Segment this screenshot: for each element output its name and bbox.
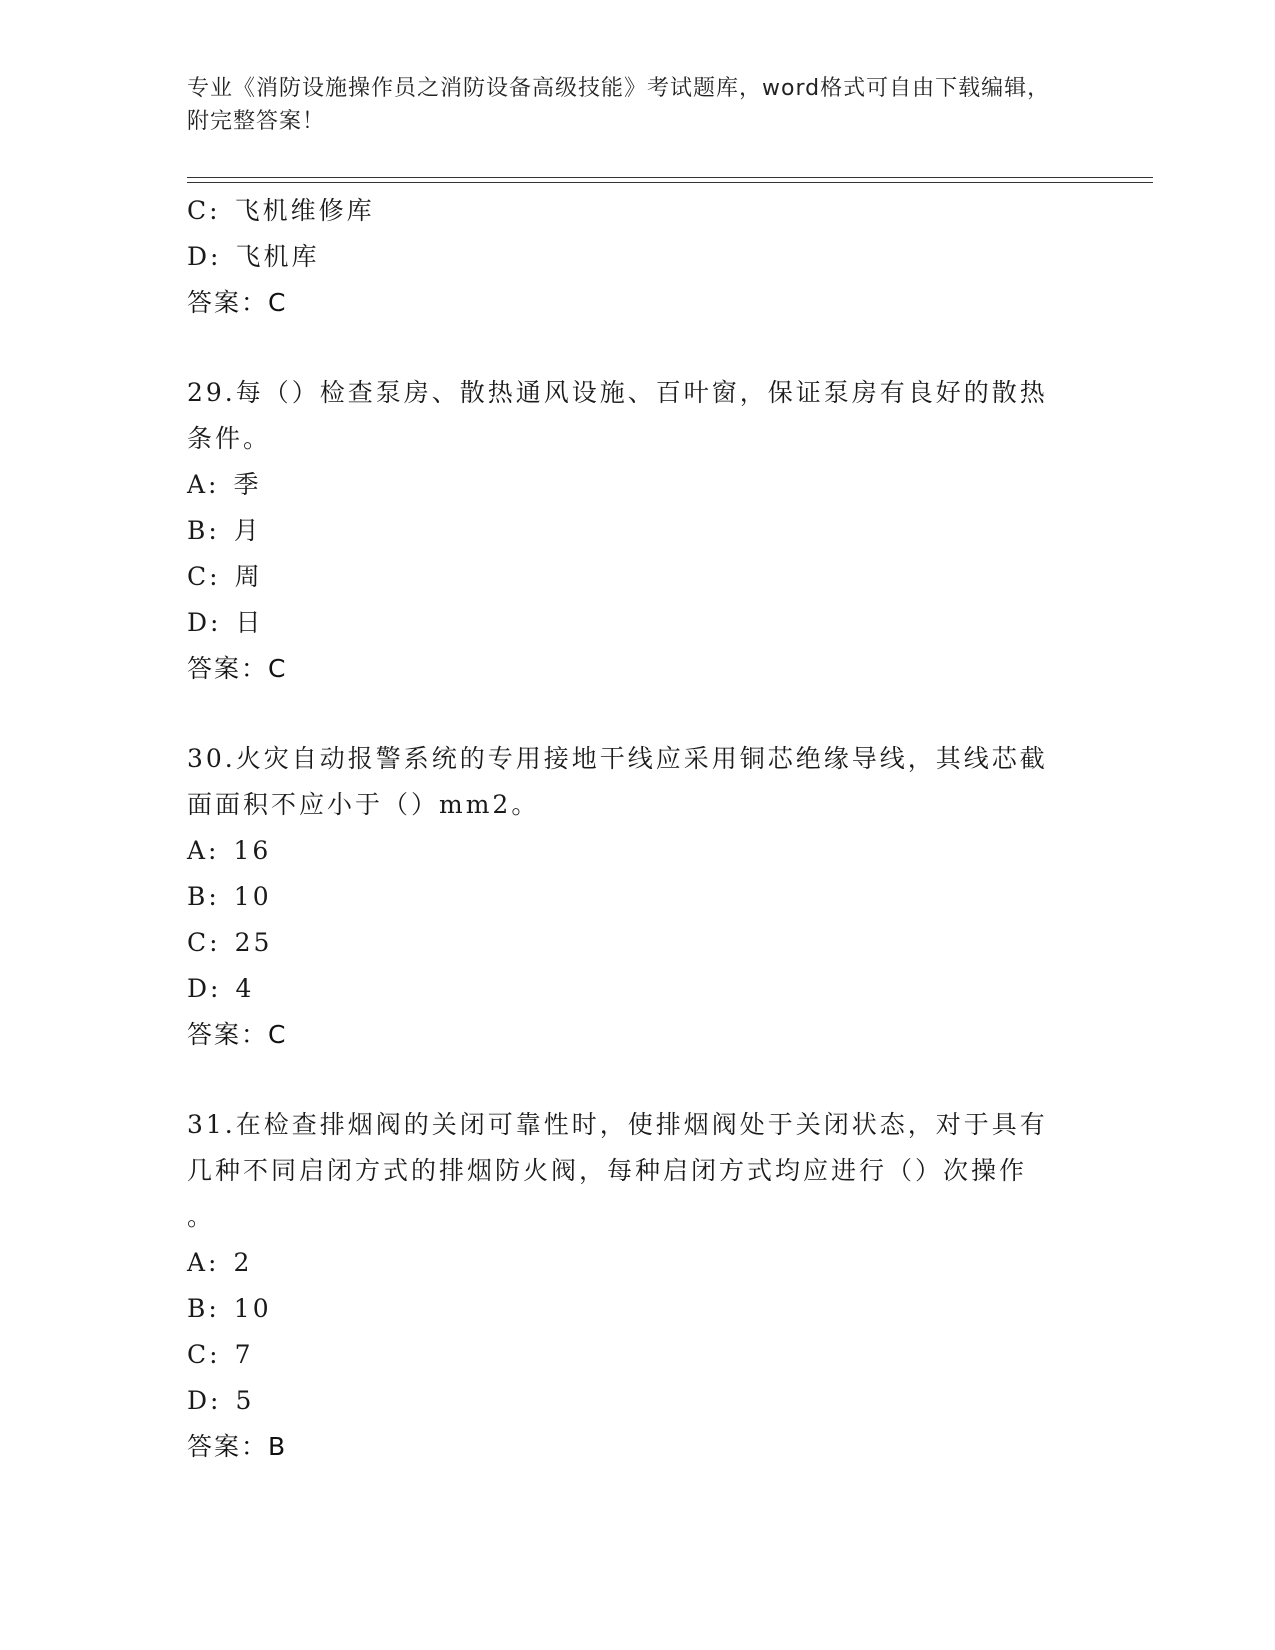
option-c <box>187 920 1067 966</box>
option-label: D: <box>187 974 222 1003</box>
option-label: C: <box>187 196 221 225</box>
option-b <box>187 508 1067 554</box>
question-number: 31. <box>187 1110 236 1139</box>
question-text-line: 。 <box>187 1202 216 1231</box>
answer-line: 答案：C <box>187 288 288 317</box>
option-text: 10 <box>233 1294 272 1323</box>
question-29 <box>187 370 1067 692</box>
option-label: C: <box>187 562 221 591</box>
option-d <box>187 1378 1067 1424</box>
question-text: 在检查排烟阀的关闭可靠性时，使排烟阀处于关闭状态，对于具有 <box>235 1110 1048 1139</box>
option-text: 飞机库 <box>235 242 320 271</box>
question-text-line <box>187 1102 1067 1148</box>
option-text: 4 <box>235 974 255 1003</box>
header-divider-bottom <box>187 182 1153 183</box>
option-c <box>187 554 1067 600</box>
option-label: D: <box>187 608 222 637</box>
option-label: B: <box>187 1294 220 1323</box>
option-text: 月 <box>233 516 262 545</box>
option-text: 5 <box>235 1386 255 1415</box>
option-text: 7 <box>234 1340 254 1369</box>
option-text: 日 <box>235 608 264 637</box>
option-text: 周 <box>234 562 263 591</box>
question-text-line: 条件。 <box>187 424 272 453</box>
option-text: 16 <box>233 836 272 865</box>
question-text-line <box>187 736 1067 782</box>
answer-line: 答案：B <box>187 1432 288 1461</box>
option-c <box>187 1332 1067 1378</box>
option-text: 2 <box>233 1248 253 1277</box>
option-text: 飞机维修库 <box>234 196 375 225</box>
question-list <box>187 188 1067 1470</box>
option-text: 10 <box>233 882 272 911</box>
question-31 <box>187 1102 1067 1470</box>
option-label: D: <box>187 242 222 271</box>
option-label: A: <box>187 1248 220 1277</box>
header-divider-top <box>187 177 1153 178</box>
question-text: 火灾自动报警系统的专用接地干线应采用铜芯绝缘导线，其线芯截 <box>235 744 1048 773</box>
answer-line: 答案：C <box>187 654 288 683</box>
question-text-line: 面面积不应小于（）mm2。 <box>187 790 540 819</box>
option-label: C: <box>187 1340 221 1369</box>
document-header: 专业《消防设施操作员之消防设备高级技能》考试题库，word格式可自由下载编辑，附完整答案！ <box>187 76 1051 134</box>
option-label: A: <box>187 470 220 499</box>
question-30 <box>187 736 1067 1058</box>
option-b <box>187 874 1067 920</box>
question-text: 每（）检查泵房、散热通风设施、百叶窗，保证泵房有良好的散热 <box>235 378 1048 407</box>
option-d <box>187 600 1067 646</box>
option-d <box>187 234 1067 280</box>
option-a <box>187 462 1067 508</box>
option-c <box>187 188 1067 234</box>
option-b <box>187 1286 1067 1332</box>
question-text-line: 几种不同启闭方式的排烟防火阀，每种启闭方式均应进行（）次操作 <box>187 1156 1028 1185</box>
option-text: 季 <box>233 470 262 499</box>
question-text-line <box>187 370 1067 416</box>
option-label: D: <box>187 1386 222 1415</box>
answer-line: 答案：C <box>187 1020 288 1049</box>
option-label: B: <box>187 516 220 545</box>
option-a <box>187 1240 1067 1286</box>
option-label: C: <box>187 928 221 957</box>
question-number: 29. <box>187 378 236 407</box>
option-a <box>187 828 1067 874</box>
option-text: 25 <box>234 928 273 957</box>
option-label: B: <box>187 882 220 911</box>
option-label: A: <box>187 836 220 865</box>
question-number: 30. <box>187 744 236 773</box>
option-d <box>187 966 1067 1012</box>
previous-question-tail <box>187 188 1067 326</box>
